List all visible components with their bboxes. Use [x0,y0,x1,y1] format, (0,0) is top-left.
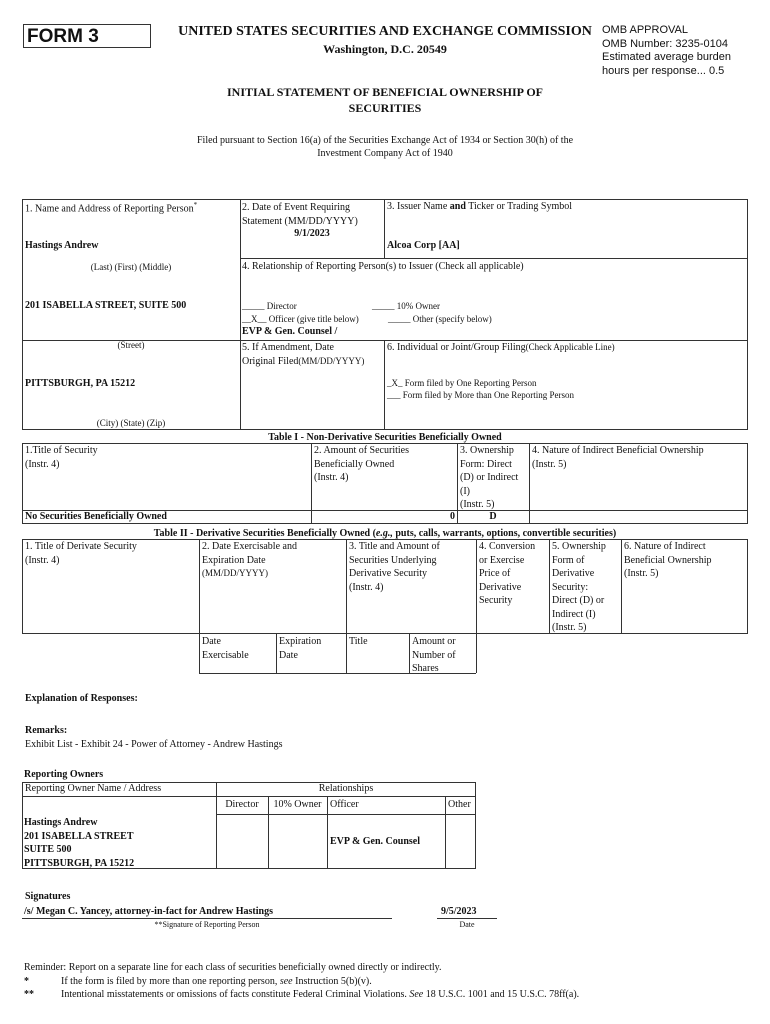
table1-row-title: No Securities Beneficially Owned [25,511,167,522]
owners-col-other: Other [448,799,471,810]
table1-col-nature: 4. Nature of Indirect Beneficial Ownership (Instr. 5) [532,445,704,470]
omb-burden-line2: hours per response... 0.5 [602,64,725,77]
group-filing-label: 6. Individual or Joint/Group Filing(Check Applicable Line) [387,342,615,353]
name-subcaption: (Last) (First) (Middle) [90,262,172,272]
event-date-label: 2. Date of Event Requiring Statement (MM/DD/YYYY) [242,202,358,227]
city-subcaption: (City) (State) (Zip) [96,418,166,428]
owners-col-officer: Officer [330,799,359,810]
agency-location: Washington, D.C. 20549 [323,42,447,56]
form-label: FORM 3 [27,26,99,47]
filed-pursuant-note [120,134,650,160]
explanation-label: Explanation of Responses: [25,693,138,704]
owners-col-relationships: Relationships [318,783,374,794]
table1-col-title: 1.Title of Security (Instr. 4) [25,445,98,470]
agency-name: UNITED STATES SECURITIES AND EXCHANGE COMMISSION [178,24,592,39]
table1-title: Table I - Non-Derivative Securities Beneficially Owned [268,432,502,443]
footnote1-text: If the form is filed by more than one reporting person, see Instruction 5(b)(v). [61,976,372,987]
omb-approval-block [602,24,762,78]
relationship-10pct-owner[interactable]: _____ 10% Owner [372,301,440,311]
relationship-director[interactable]: _____ Director [242,301,297,311]
reminder-text: Reminder: Report on a separate line for each class of securities beneficially owned directly or indirectly. [24,962,442,973]
filed-line1: Filed pursuant to Section 16(a) of the Securities Exchange Act of 1934 or Section 30(h) of the [196,135,574,146]
footnote2-mark: ** [24,989,34,1000]
table2-title: Table II - Derivative Securities Beneficially Owned (e.g., puts, calls, warrants, options, convertible securities) [153,528,617,539]
event-date-value: 9/1/2023 [294,228,330,239]
form-label-box [23,24,151,48]
omb-burden-line1: Estimated average burden [602,51,732,63]
signature-caption: **Signature of Reporting Person [154,920,260,929]
table1-col-amount: 2. Amount of Securities Beneficially Owned (Instr. 4) [314,445,409,483]
amendment-label: 5. If Amendment, Date Original Filed(MM/DD/YYYY) [242,342,365,367]
table2-col-nature: 6. Nature of Indirect Beneficial Ownership (Instr. 5) [624,541,712,579]
remarks-label: Remarks: [25,725,68,736]
owners-col-name: Reporting Owner Name / Address [25,783,162,794]
street-subcaption: (Street) [117,340,145,350]
relationship-officer[interactable]: __X__ Officer (give title below) [242,314,359,324]
table2-sub-amount: Amount or Number of Shares [412,636,456,674]
street-address: 201 ISABELLA STREET, SUITE 500 [25,300,187,311]
relationship-label: 4. Relationship of Reporting Person(s) to Issuer (Check all applicable) [242,261,524,272]
signature-text: /s/ Megan C. Yancey, attorney-in-fact for Andrew Hastings [24,906,273,917]
table2-sub-date-exercisable: Date Exercisable [202,636,249,661]
name-address-label: 1. Name and Address of Reporting Person* [25,201,198,215]
form-title [170,84,600,116]
table1-row-form: D [489,511,497,522]
issuer-name: Alcoa Corp [AA] [387,240,460,251]
owners-col-10pct-owner: 10% Owner [273,799,322,810]
remarks-text: Exhibit List - Exhibit 24 - Power of Attorney - Andrew Hastings [25,739,283,750]
signature-date: 9/5/2023 [441,906,477,917]
form-title-line2: SECURITIES [348,101,422,115]
omb-number: OMB Number: 3235-0104 [602,37,728,50]
table1-col-ownership-form: 3. Ownership Form: Direct (D) or Indirect (I) (Instr. 5) [460,445,519,510]
officer-title: EVP & Gen. Counsel / [242,326,338,337]
filed-line2: Investment Company Act of 1940 [317,148,453,159]
reporting-person-name: Hastings Andrew [25,240,99,251]
table2-sub-expiration: Expiration Date [279,636,322,661]
footnote1-mark: * [24,976,29,987]
table2-col-ownership-form: 5. Ownership Form of Derivative Security: Direct (D) or Indirect (I) (Instr. 5) [552,541,606,633]
table2-col-underlying: 3. Title and Amount of Securities Underlying Derivative Security (Instr. 4) [349,541,440,593]
relationship-other[interactable]: _____ Other (specify below) [388,314,492,324]
table1-row-amount: 0 [450,511,455,522]
filed-by-multiple-persons[interactable]: ___ Form filed by More than One Reporting Person [387,390,574,400]
issuer-label: 3. Issuer Name and Ticker or Trading Symbol [387,201,573,212]
footnote2-text: Intentional misstatements or omissions of facts constitute Federal Criminal Violations. See 18 U.S.C. 1001 and 15 U.S.C. 78ff(a). [61,989,580,1000]
filed-by-one-person[interactable]: _X_ Form filed by One Reporting Person [387,378,537,388]
owner-officer-title: EVP & Gen. Counsel [330,836,421,847]
form-title-line1: INITIAL STATEMENT OF BENEFICIAL OWNERSHIP OF [227,85,543,99]
table2-sub-title: Title [349,636,368,647]
owners-col-director: Director [225,799,259,810]
table2-col-title: 1. Title of Derivate Security (Instr. 4) [25,541,137,566]
signatures-label: Signatures [25,891,71,902]
table2-col-dates: 2. Date Exercisable and Expiration Date (MM/DD/YYYY) [202,541,297,578]
owner-name-address: Hastings Andrew 201 ISABELLA STREET SUITE 500 PITTSBURGH, PA 15212 [24,817,135,869]
reporting-info-box [22,199,748,430]
city-state-zip: PITTSBURGH, PA 15212 [25,378,136,389]
reporting-owners-label: Reporting Owners [24,769,104,780]
table2-col-conversion: 4. Conversion or Exercise Price of Derivative Security [479,541,536,606]
omb-title: OMB APPROVAL [602,24,688,36]
signature-date-caption: Date [459,920,475,929]
